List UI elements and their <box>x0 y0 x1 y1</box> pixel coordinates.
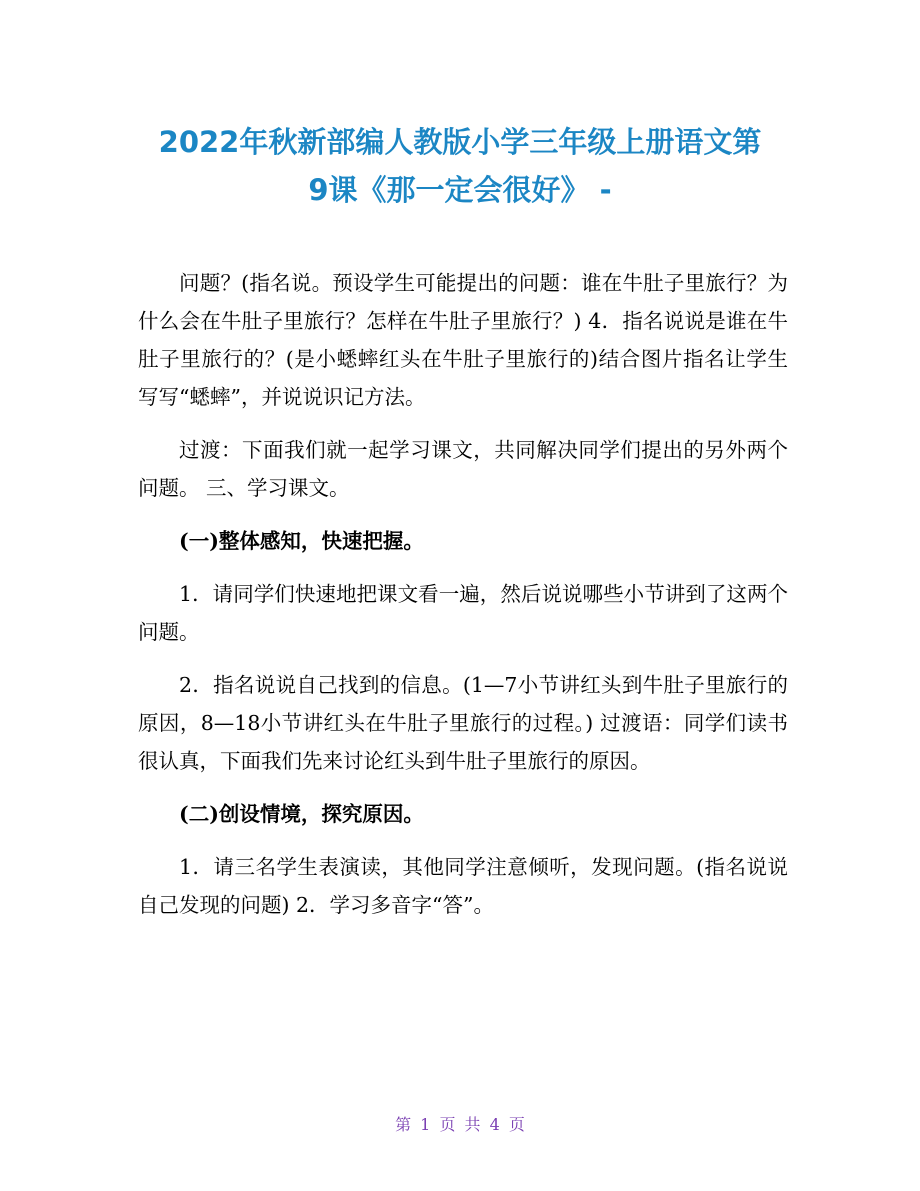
document-title <box>100 118 820 214</box>
paragraph: 1．请三名学生表演读，其他同学注意倾听，发现问题。(指名说说自己发现的问题) 2．学习多音字“答”。 <box>138 855 788 917</box>
paragraph: 问题？(指名说。预设学生可能提出的问题：谁在牛肚子里旅行？为什么会在牛肚子里旅行？怎样在牛肚子里旅行？) 4．指名说说是谁在牛肚子里旅行的？(是小蟋蟀红头在牛肚子里旅行的)结合图片指名让学生写写“蟋蟀”，并说说识记方法。 <box>138 271 788 409</box>
document-body <box>138 264 788 939</box>
paragraph: 过渡：下面我们就一起学习课文，共同解决同学们提出的另外两个问题。 三、学习课文。 <box>138 438 788 500</box>
paragraph: 2．指名说说自己找到的信息。(1—7小节讲红头到牛肚子里旅行的原因，8—18小节讲红头在牛肚子里旅行的过程。) 过渡语：同学们读书很认真，下面我们先来讨论红头到牛肚子里旅行的原因。 <box>138 673 788 773</box>
page-number-label: 第 1 页 共 4 页 <box>395 1115 525 1134</box>
page-footer <box>0 1113 920 1137</box>
section-heading: (一)整体感知，快速把握。 <box>179 529 424 553</box>
paragraph: 1．请同学们快速地把课文看一遍，然后说说哪些小节讲到了这两个问题。 <box>138 582 788 644</box>
title-line-2: 9课《那一定会很好》 - <box>308 173 612 207</box>
section-heading: (二)创设情境，探究原因。 <box>179 802 424 826</box>
title-line-1: 2022年秋新部编人教版小学三年级上册语文第 <box>158 125 762 159</box>
